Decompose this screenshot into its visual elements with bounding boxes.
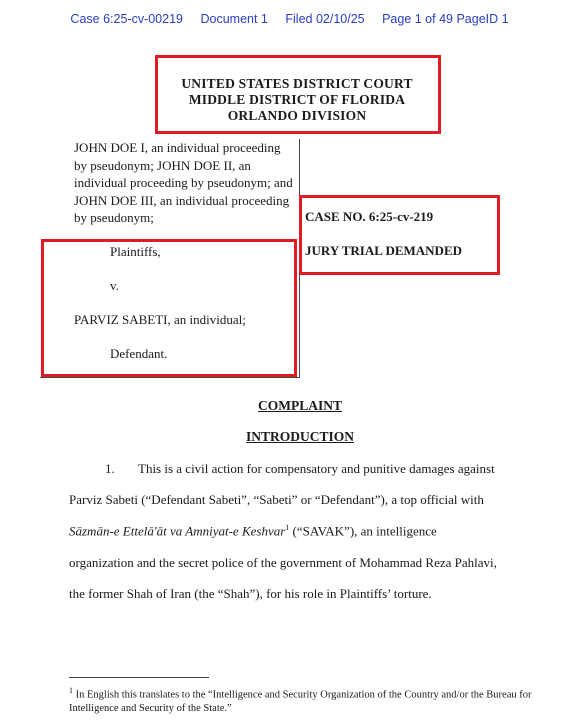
footnote-text: In English this translates to the “Intelligence and Security Organization of the Country and/or the Bureau for Intelligence and Security of the State.” (69, 689, 532, 714)
introduction-heading: INTRODUCTION (245, 429, 354, 444)
court-line-2: MIDDLE DISTRICT OF FLORIDA (188, 92, 406, 107)
paragraph-1-line-5: the former Shah of Iran (the “Shah”), for his role in Plaintiffs’ torture. (69, 586, 432, 601)
header-page-info: Page 1 of 49 PageID 1 (382, 12, 509, 26)
savak-persian-name: Sāzmān-e Ettelā'āt va Amniyat-e Keshvar (69, 523, 286, 539)
plaintiffs-label: Plaintiffs, (110, 244, 161, 259)
parties-highlight-box (41, 239, 297, 377)
paragraph-1-line-4: organization and the secret police of the government of Mohammad Reza Pahlavi, (69, 555, 497, 570)
header-case-number: Case 6:25-cv-00219 (70, 12, 183, 26)
paragraph-1-line-2: Parviz Sabeti (“Defendant Sabeti”, “Sabeti” or “Defendant”), a top official with (69, 492, 484, 507)
footnote-number: 1 (69, 686, 73, 695)
defendant-name: PARVIZ SABETI, an individual; (74, 312, 246, 327)
paragraph-number: 1. (105, 461, 115, 476)
versus-label: v. (110, 278, 119, 293)
complaint-heading: COMPLAINT (258, 398, 342, 413)
case-number-highlight-box (299, 195, 500, 275)
paragraph-1-line-3 (69, 523, 529, 539)
court-name (162, 76, 432, 124)
footnote-separator (69, 677, 209, 678)
jury-demand: JURY TRIAL DEMANDED (305, 243, 463, 258)
page-header (0, 12, 579, 26)
paragraph-1-line-1 (69, 461, 529, 477)
header-document: Document 1 (200, 12, 268, 26)
defendant-label: Defendant. (110, 346, 168, 361)
header-filed-date: Filed 02/10/25 (285, 12, 365, 26)
footnote (69, 684, 539, 715)
plaintiffs-names: JOHN DOE I, an individual proceeding by pseudonym; JOHN DOE II, an individual proceeding by pseudonym; and JOHN DOE III, an individual proceeding by pseudonym; (74, 140, 293, 225)
caption-divider-horizontal (40, 377, 300, 378)
court-line-1: UNITED STATES DISTRICT COURT (181, 76, 413, 91)
court-line-3: ORLANDO DIVISION (227, 108, 367, 123)
paragraph-1-line-3-rest: (“SAVAK”), an intelligence (289, 523, 437, 539)
paragraph-1-text: This is a civil action for compensatory and punitive damages against (138, 461, 495, 476)
case-number: CASE NO. 6:25-cv-219 (305, 209, 434, 224)
footnote-marker: 1 (285, 523, 290, 532)
